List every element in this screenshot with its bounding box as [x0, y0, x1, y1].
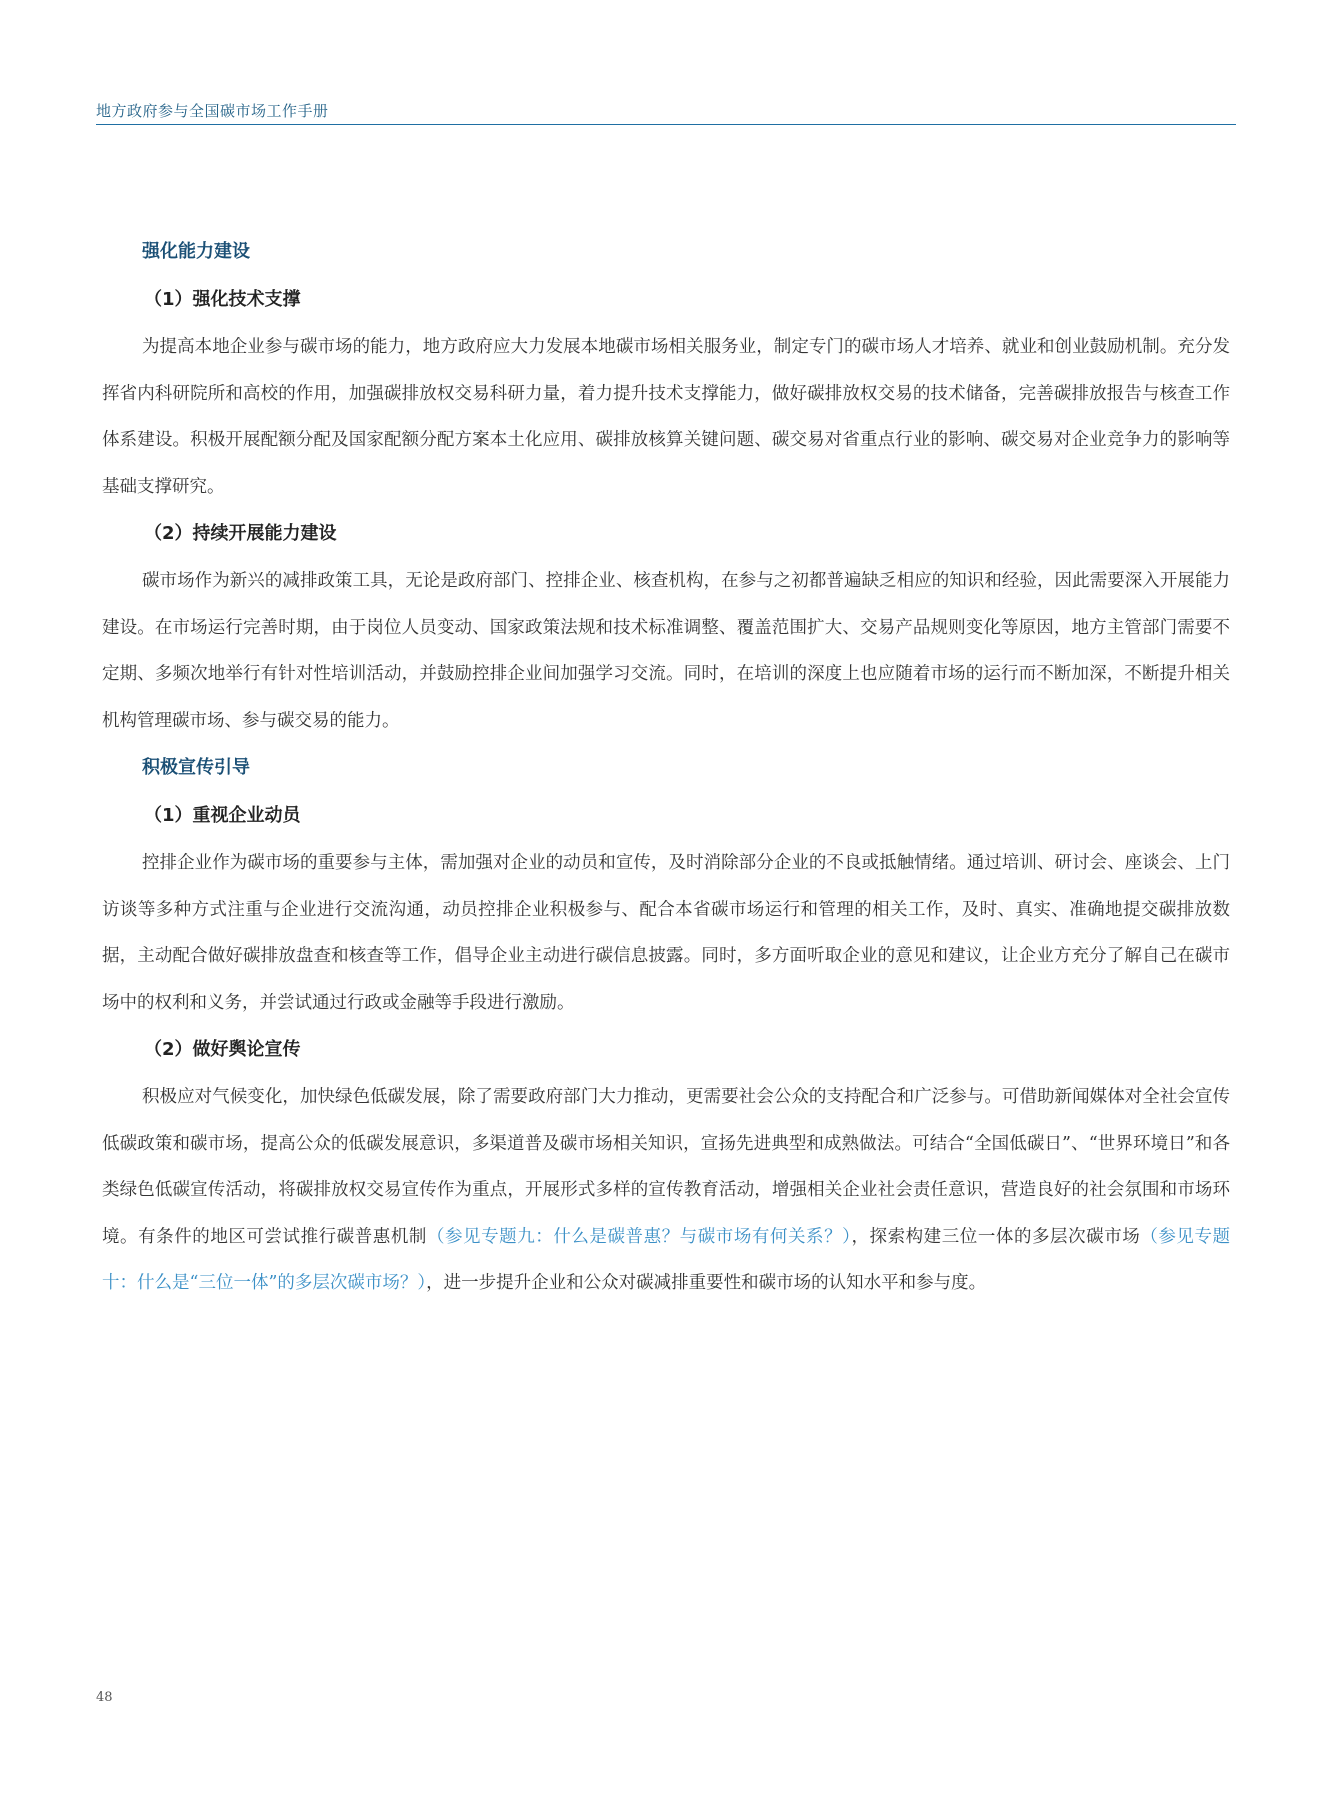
paragraph-text-part-c: ，进一步提升企业和公众对碳减排重要性和碳市场的认知水平和参与度。 — [426, 1273, 987, 1293]
paragraph-public-opinion — [102, 1074, 1230, 1307]
cross-reference-topic-ten-link[interactable]: （参见专题十：什么是“三位一体”的多层次碳市场？） — [102, 1226, 1231, 1293]
subsection-title-ongoing-capacity: （2）持续开展能力建设 — [144, 523, 337, 544]
header-divider — [96, 124, 1236, 125]
main-content — [102, 228, 1230, 1307]
paragraph-text-part-b: ，探索构建三位一体的多层次碳市场 — [851, 1226, 1141, 1247]
running-header-title: 地方政府参与全国碳市场工作手册 — [96, 102, 329, 120]
paragraph-text-part-a: 积极应对气候变化，加快绿色低碳发展，除了需要政府部门大力推动，更需要社会公众的支持配合和广泛参与。可借助新闻媒体对全社会宣传低碳政策和碳市场，提高公众的低碳发展意识，多渠道普及碳市场相关知识，宣扬先进典型和成熟做法。可结合“全国低碳日”、“世界环境日”和各类绿色低碳宣传活动，将碳排放权交易宣传作为重点，开展形式多样的宣传教育活动，增强相关企业社会责任意识，营造良好的社会氛围和市场环境。有条件的地区可尝试推行碳普惠机制 — [102, 1087, 1230, 1247]
paragraph-tech-support: 为提高本地企业参与碳市场的能力，地方政府应大力发展本地碳市场相关服务业，制定专门的碳市场人才培养、就业和创业鼓励机制。充分发挥省内科研院所和高校的作用，加强碳排放权交易科研力量，着力提升技术支撑能力，做好碳排放权交易的技术储备，完善碳排放报告与核查工作体系建设。积极开展配额分配及国家配额分配方案本土化应用、碳排放核算关键问题、碳交易对省重点行业的影响、碳交易对企业竞争力的影响等基础支撑研究。 — [102, 337, 1230, 497]
subsection-title-enterprise-mobilization: （1）重视企业动员 — [144, 805, 301, 826]
paragraph-enterprise-mobilization: 控排企业作为碳市场的重要参与主体，需加强对企业的动员和宣传，及时消除部分企业的不良或抵触情绪。通过培训、研讨会、座谈会、上门访谈等多种方式注重与企业进行交流沟通，动员控排企业积极参与、配合本省碳市场运行和管理的相关工作，及时、真实、准确地提交碳排放数据，主动配合做好碳排放盘查和核查等工作，倡导企业主动进行碳信息披露。同时，多方面听取企业的意见和建议，让企业方充分了解自己在碳市场中的权利和义务，并尝试通过行政或金融等手段进行激励。 — [102, 853, 1230, 1013]
section-title-capacity-building: 强化能力建设 — [142, 241, 250, 262]
subsection-title-tech-support: （1）强化技术支撑 — [144, 289, 301, 310]
section-title-publicity-guidance: 积极宣传引导 — [142, 757, 250, 778]
paragraph-ongoing-capacity: 碳市场作为新兴的减排政策工具，无论是政府部门、控排企业、核查机构，在参与之初都普遍缺乏相应的知识和经验，因此需要深入开展能力建设。在市场运行完善时期，由于岗位人员变动、国家政策法规和技术标准调整、覆盖范围扩大、交易产品规则变化等原因，地方主管部门需要不定期、多频次地举行有针对性培训活动，并鼓励控排企业间加强学习交流。同时，在培训的深度上也应随着市场的运行而不断加深，不断提升相关机构管理碳市场、参与碳交易的能力。 — [102, 571, 1230, 731]
cross-reference-topic-nine-link[interactable]: （参见专题九：什么是碳普惠？与碳市场有何关系？） — [426, 1226, 852, 1247]
page-number: 48 — [96, 1690, 113, 1705]
subsection-title-public-opinion: （2）做好舆论宣传 — [144, 1039, 301, 1060]
